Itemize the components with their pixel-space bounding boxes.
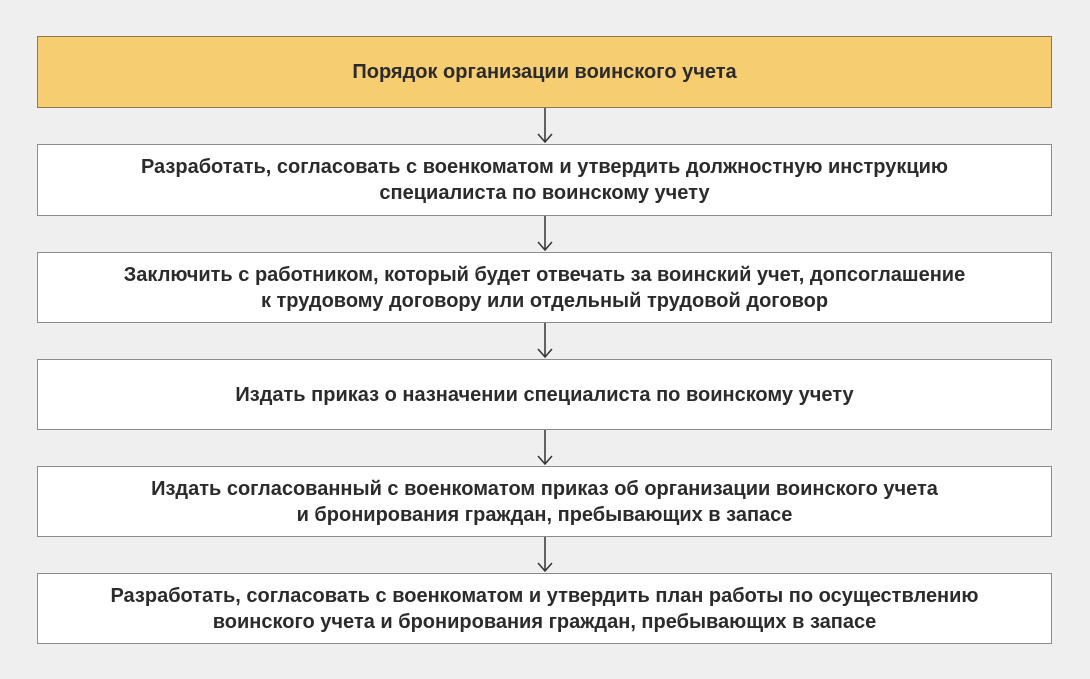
step-5-line-1: Разработать, согласовать с военкоматом и утвердить план работы по осуществлению [110,584,979,607]
step-text-2 [124,262,965,314]
step-box-4 [37,466,1052,537]
step-4-line-1: Издать согласованный с военкоматом приказ об организации воинского учета [151,477,938,500]
arrow-down-icon [535,108,555,144]
step-3-line-1: Издать приказ о назначении специалиста по воинскому учету [235,383,854,406]
step-2-line-2: к трудовому договору или отдельный трудовой договор [260,289,829,312]
arrow-down-icon [535,537,555,573]
step-text-5 [110,583,978,635]
step-1-line-2: специалиста по воинскому учету [379,182,710,204]
step-box-2 [37,252,1052,323]
header-box [37,36,1052,108]
step-text-1 [141,154,948,206]
arrow-down-icon [535,216,555,252]
step-box-3 [37,359,1052,430]
step-text-3 [235,382,853,408]
arrow-down-icon [535,430,555,466]
step-text-4 [151,476,938,528]
step-1-line-1: Разработать, согласовать с военкоматом и утвердить должностную инструкцию [140,156,949,178]
header-title: Порядок организации воинского учета [352,61,737,83]
step-box-5 [37,573,1052,644]
step-5-line-2: воинского учета и бронирования граждан, пребывающих в запасе [212,610,877,633]
arrow-down-icon [535,323,555,359]
step-4-line-2: и бронирования граждан, пребывающих в запасе [296,503,793,526]
step-box-1 [37,144,1052,216]
step-2-line-1: Заключить с работником, который будет отвечать за воинский учет, допсоглашение [123,263,966,286]
